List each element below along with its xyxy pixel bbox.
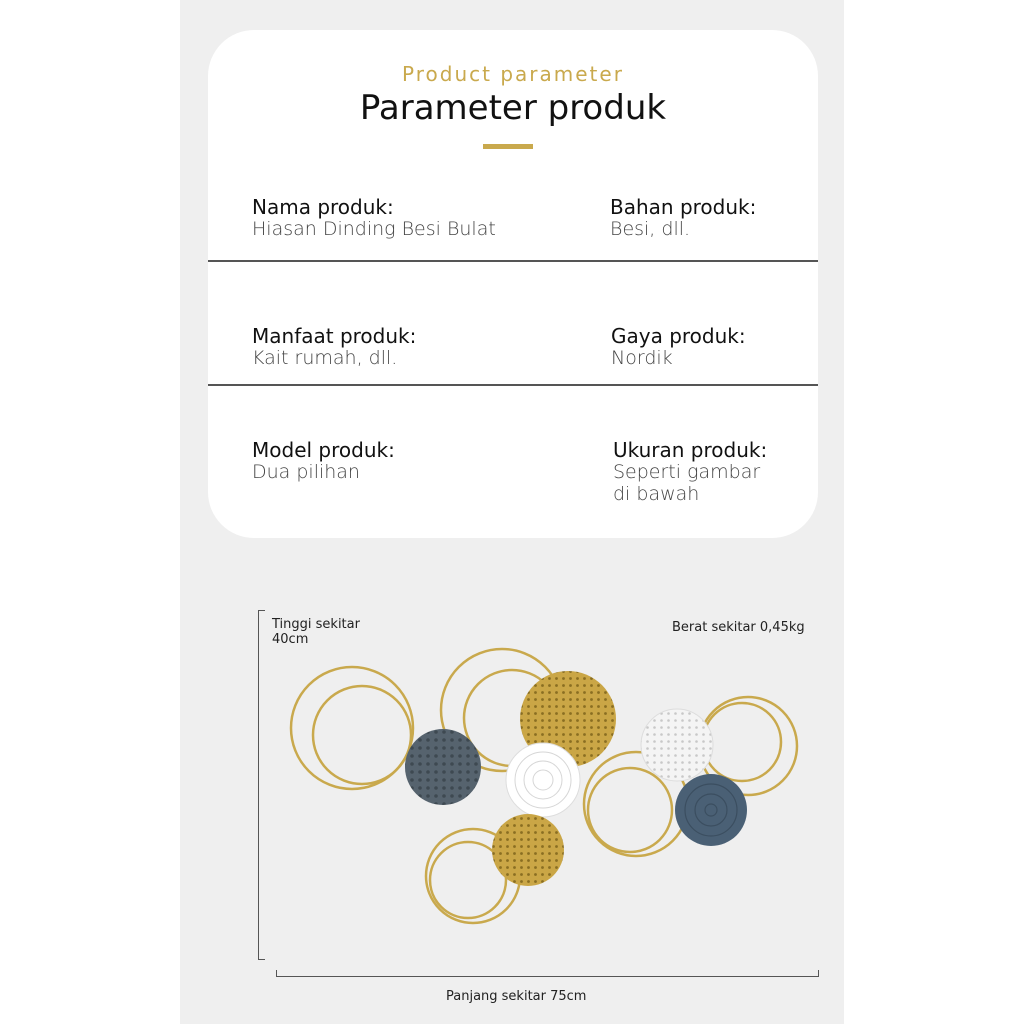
param-value: Nordik	[611, 347, 673, 369]
param-label: Manfaat produk:	[252, 324, 417, 348]
length-caption: Panjang sekitar 75cm	[446, 989, 587, 1004]
param-material	[610, 196, 756, 240]
card-subtitle: Product parameter	[402, 62, 624, 86]
param-label: Gaya produk:	[611, 324, 746, 348]
parameter-card	[208, 30, 818, 538]
wall-decor-image	[280, 640, 820, 930]
param-value: Kait rumah, dll.	[252, 347, 398, 369]
param-value: Seperti gambar di bawah	[613, 461, 761, 505]
row-divider	[208, 384, 818, 386]
param-value: Dua pilihan	[252, 461, 360, 483]
weight-caption: Berat sekitar 0,45kg	[672, 620, 805, 635]
white-disc	[506, 743, 580, 817]
param-label: Model produk:	[252, 438, 395, 462]
height-caption: Tinggi sekitar 40cm	[272, 617, 360, 647]
param-name	[252, 196, 496, 240]
slate-disc	[405, 729, 481, 805]
title-accent-bar	[483, 144, 533, 149]
param-value: Hiasan Dinding Besi Bulat	[252, 218, 496, 240]
param-model	[252, 439, 395, 483]
height-bracket	[258, 610, 265, 960]
param-use	[252, 325, 416, 369]
blue-disc	[675, 774, 747, 846]
param-label: Ukuran produk:	[613, 438, 768, 462]
param-label: Bahan produk:	[610, 195, 757, 219]
param-label: Nama produk:	[252, 195, 394, 219]
white-lace-disc	[641, 709, 713, 781]
param-size	[613, 439, 767, 505]
card-title: Parameter produk	[359, 88, 667, 128]
small-gold-disc	[492, 814, 564, 886]
param-style	[611, 325, 746, 369]
row-divider	[208, 260, 818, 262]
param-value: Besi, dll.	[610, 218, 691, 240]
length-bracket	[276, 970, 819, 977]
